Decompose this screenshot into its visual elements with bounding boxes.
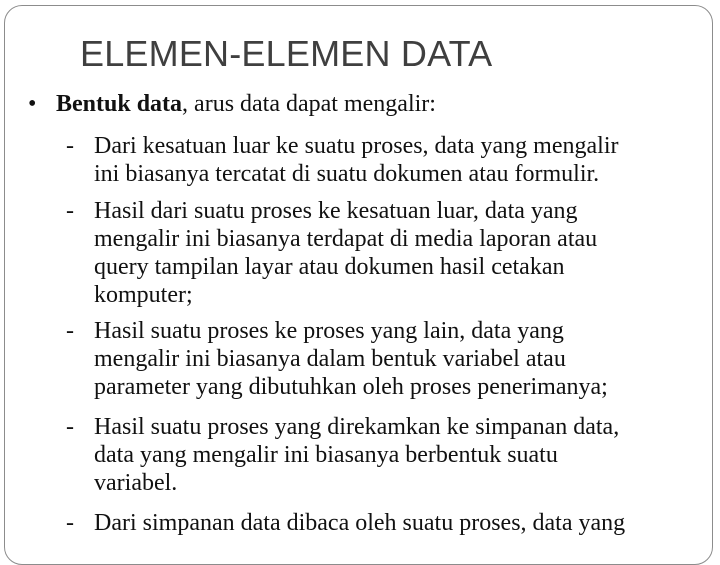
list-item-text: Dari simpanan data dibaca oleh suatu proses, data yang	[94, 510, 626, 536]
main-bullet	[28, 91, 436, 118]
slide-title: ELEMEN-ELEMEN DATA	[80, 33, 493, 74]
bullet-dot: •	[28, 91, 37, 117]
list-item-text: Dari kesatuan luar ke suatu proses, data yang mengalir ini biasanya tercatat di suatu dokumen atau formulir.	[94, 133, 619, 187]
dash-marker: -	[66, 198, 74, 224]
bullet-bold-term: Bentuk data	[56, 91, 183, 117]
dash-marker: -	[66, 318, 74, 344]
dash-marker: -	[66, 133, 74, 159]
list-item-text: Hasil suatu proses yang direkamkan ke simpanan data, data yang mengalir ini biasanya berbentuk suatu variabel.	[94, 414, 620, 496]
dash-marker: -	[66, 414, 74, 440]
dash-marker: -	[66, 510, 74, 536]
bullet-text: , arus data dapat mengalir:	[182, 91, 436, 117]
list-item-text: Hasil suatu proses ke proses yang lain, data yang mengalir ini biasanya dalam bentuk variabel atau parameter yang dibutuhkan oleh proses penerimanya;	[94, 318, 608, 400]
list-item-text: Hasil dari suatu proses ke kesatuan luar, data yang mengalir ini biasanya terdapat di media laporan atau query tampilan layar atau dokumen hasil cetakan komputer;	[94, 198, 598, 308]
